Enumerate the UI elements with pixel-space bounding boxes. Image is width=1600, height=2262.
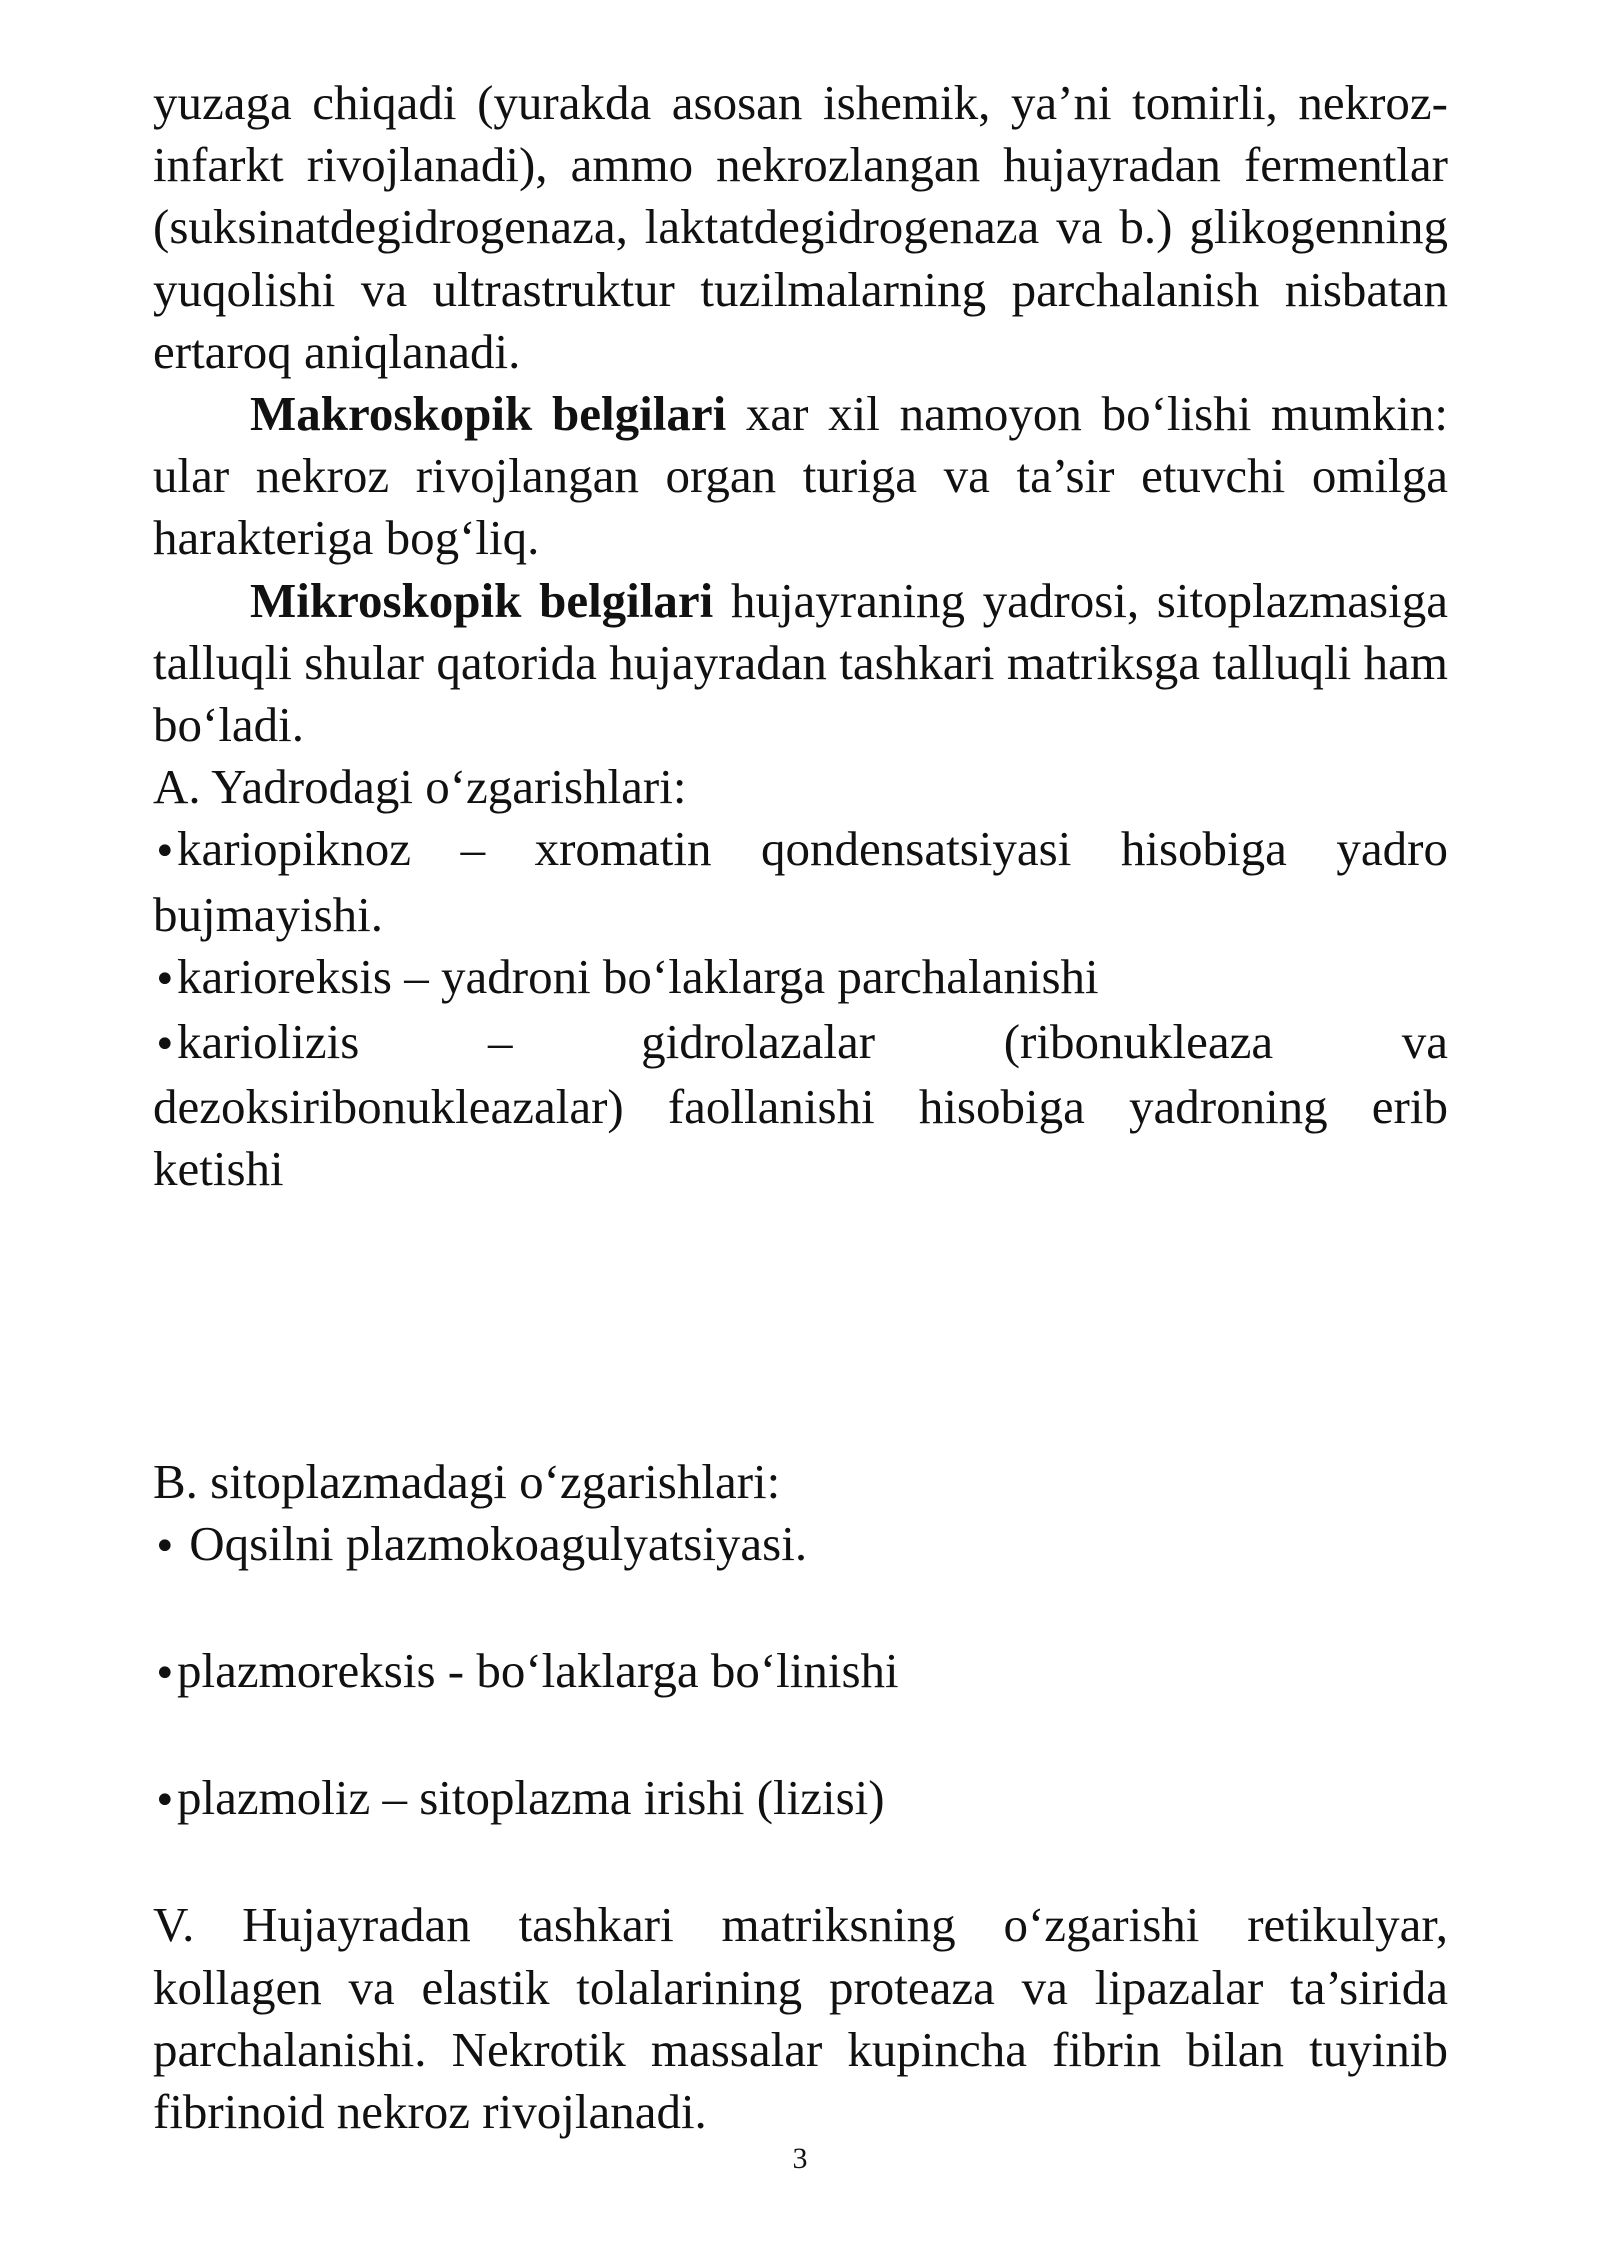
microscopic-text: hujayraning yadrosi, sitoplazmasiga talluqli shular qatorida hujayradan tashkari matriksga talluqli ham bo‘ladi. [153, 572, 1448, 753]
document-page [153, 72, 1448, 2143]
blank-space [153, 1578, 1448, 1640]
list-item-text: Oqsilni plazmokoagulyatsiyasi. [177, 1515, 808, 1571]
microscopic-label: Mikroskopik belgilari [250, 572, 714, 628]
paragraph-microscopic [153, 570, 1448, 757]
list-item [153, 1011, 1448, 1201]
bullet-icon: • [153, 829, 177, 876]
bullet-icon: • [153, 1523, 177, 1570]
section-v-paragraph: V. Hujayradan tashkari matriksning o‘zgarishi retikulyar, kollagen va elastik tolalarining proteaza va lipazalar ta’sirida parchalanishi. Nekrotik massalar kupincha fibrin bilan tuyinib fibrinoid nekroz rivojlanadi. [153, 1897, 1448, 2140]
list-item [153, 1513, 1448, 1578]
page-number: 3 [792, 2142, 808, 2175]
paragraph-macroscopic [153, 383, 1448, 570]
list-item-text: karioreksis – yadroni bo‘laklarga parchalanishi [177, 948, 1099, 1004]
section-b-heading: B. sitoplazmadagi o‘zgarishlari: [153, 1453, 781, 1509]
list-item [153, 946, 1448, 1011]
list-item-text: kariopiknoz – xromatin qondensatsiyasi hisobiga yadro bujmayishi. [153, 821, 1448, 942]
blank-space [153, 1705, 1448, 1767]
list-item [153, 1767, 1448, 1832]
list-item-text: kariolizis – gidrolazalar (ribonukleaza va dezoksiribonukleazalar) faollanishi hisobiga yadroning erib ketishi [153, 1014, 1448, 1197]
section-a-heading: A. Yadrodagi o‘zgarishlari: [153, 759, 687, 815]
list-item [153, 818, 1448, 945]
macroscopic-label: Makroskopik belgilari [250, 386, 727, 442]
macroscopic-text: xar xil namoyon bo‘lishi mumkin: ular nekroz rivojlangan organ turiga va ta’sir etuvchi omilga harakteriga bog‘liq. [153, 386, 1448, 566]
bullet-icon: • [153, 1778, 177, 1825]
paragraph-intro: yuzaga chiqadi (yurakda asosan ishemik, ya’ni tomirli, nekroz-infarkt rivojlanadi), ammo nekrozlangan hujayradan fermentlar (suksinatdegidrogenaza, laktatdegidrogenaza va b.) glikogenning yuqolishi va ultrastruktur tuzilmalarning parchalanish nisbatan ertaroq aniqlanadi. [153, 75, 1448, 379]
list-item [153, 1640, 1448, 1705]
blank-space [153, 1201, 1448, 1451]
blank-space [153, 1832, 1448, 1894]
list-item-text: plazmoreksis - bo‘laklarga bo‘linishi [177, 1643, 899, 1699]
bullet-icon: • [153, 1022, 177, 1069]
list-item-text: plazmoliz – sitoplazma irishi (lizisi) [177, 1770, 885, 1826]
bullet-icon: • [153, 1651, 177, 1698]
bullet-icon: • [153, 956, 177, 1003]
